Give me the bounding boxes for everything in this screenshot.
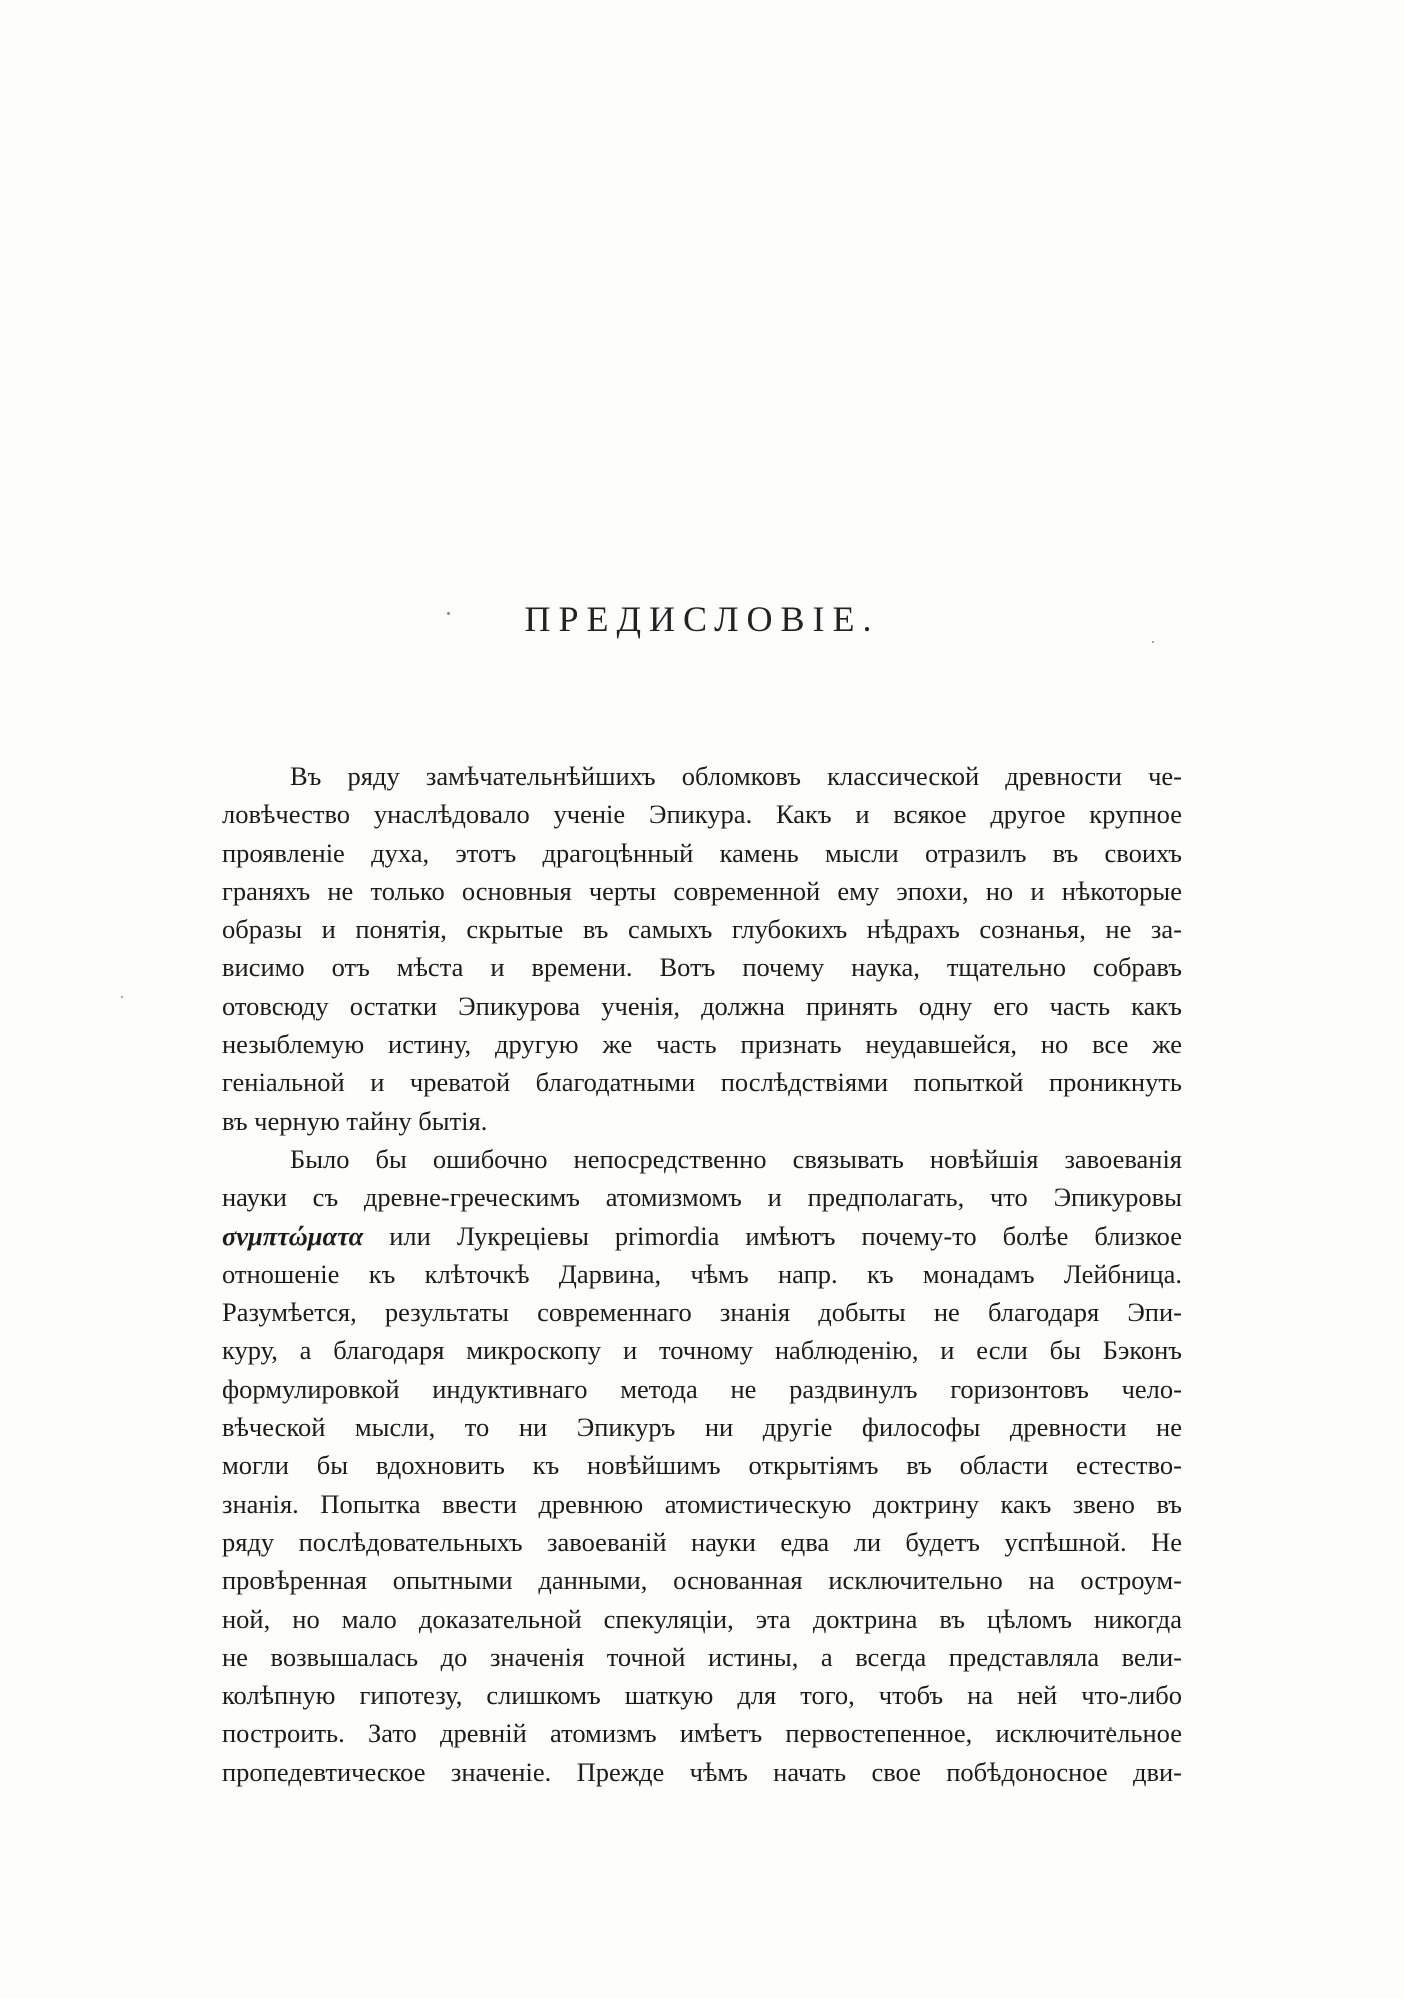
text-line: незыблемую истину, другую же часть признать неудавшейся, но все же: [222, 1029, 1182, 1060]
text-line: образы и понятія, скрытые въ самыхъ глубокихъ нѣдрахъ сознанья, не за-: [222, 914, 1182, 945]
page-title: ПРЕДИСЛОВІЕ.: [524, 599, 880, 639]
text-line: отношеніе къ клѣточкѣ Дарвина, чѣмъ напр. къ монадамъ Лейбница.: [222, 1258, 1182, 1289]
text-line: ряду послѣдовательныхъ завоеваній науки едва ли будетъ успѣшной. Не: [222, 1526, 1182, 1557]
text-line: построить. Зато древній атомизмъ имѣетъ первостепенное, исключительное: [222, 1718, 1182, 1749]
paragraph-2: [222, 1140, 1182, 1791]
print-speck: [1152, 641, 1154, 643]
text-line-greek: [222, 1217, 1182, 1255]
text-line: пропедевтическое значеніе. Прежде чѣмъ начать свое побѣдоносное дви-: [222, 1756, 1182, 1787]
text-line: Было бы ошибочно непосредственно связывать новѣйшія завоеванія: [290, 1143, 1182, 1174]
text-line: ловѣчество унаслѣдовало ученіе Эпикура. Какъ и всякое другое крупное: [222, 799, 1182, 830]
text-line: граняхъ не только основныя черты современной ему эпохи, но и нѣкоторые: [222, 875, 1182, 906]
text-line: не возвышалась до значенія точной истины, а всегда представляла вели-: [222, 1641, 1182, 1672]
text-line: вѣческой мысли, то ни Эпикуръ ни другіе философы древности не: [222, 1412, 1182, 1443]
paragraph-1: [222, 757, 1182, 1140]
text-line: формулировкой индуктивнаго метода не раздвинулъ горизонтовъ чело-: [222, 1373, 1182, 1404]
text-line: геніальной и чреватой благодатными послѣдствіями попыткой проникнуть: [222, 1067, 1182, 1098]
text-line: знанія. Попытка ввести древнюю атомистическую доктрину какъ звено въ: [222, 1488, 1182, 1519]
text-line: провѣренная опытными данными, основанная исключительно на остроум-: [222, 1565, 1182, 1596]
text-line: науки съ древне-греческимъ атомизмомъ и предполагать, что Эпикуровы: [222, 1182, 1182, 1213]
text-line: въ черную тайну бытія.: [222, 1105, 488, 1136]
text-line: ной, но мало доказательной спекуляціи, эта доктрина въ цѣломъ никогда: [222, 1603, 1182, 1634]
text-line: могли бы вдохновить къ новѣйшимъ открытіямъ въ области естество-: [222, 1450, 1182, 1481]
text-line-rest: или Лукреціевы primordia имѣютъ почему-то болѣе близкое: [363, 1220, 1182, 1251]
text-line: колѣпную гипотезу, слишкомъ шаткую для того, чтобъ на ней что-либо: [222, 1680, 1182, 1711]
text-line: висимо отъ мѣста и времени. Вотъ почему наука, тщательно собравъ: [222, 952, 1182, 983]
preface-body: [222, 757, 1182, 1791]
text-line: куру, а благодаря микроскопу и точному наблюденію, и если бы Бэконъ: [222, 1335, 1182, 1366]
text-line: отовсюду остатки Эпикурова ученія, должна принять одну его часть какъ: [222, 990, 1182, 1021]
text-line: проявленіе духа, этотъ драгоцѣнный камень мысли отразилъ въ своихъ: [222, 837, 1182, 868]
print-speck: [121, 996, 123, 998]
text-line: Разумѣется, результаты современнаго знанія добыты не благодаря Эпи-: [222, 1297, 1182, 1328]
text-line: Въ ряду замѣчательнѣйшихъ обломковъ классической древности че-: [290, 761, 1182, 791]
greek-term: σνμπτώματα: [222, 1220, 364, 1251]
